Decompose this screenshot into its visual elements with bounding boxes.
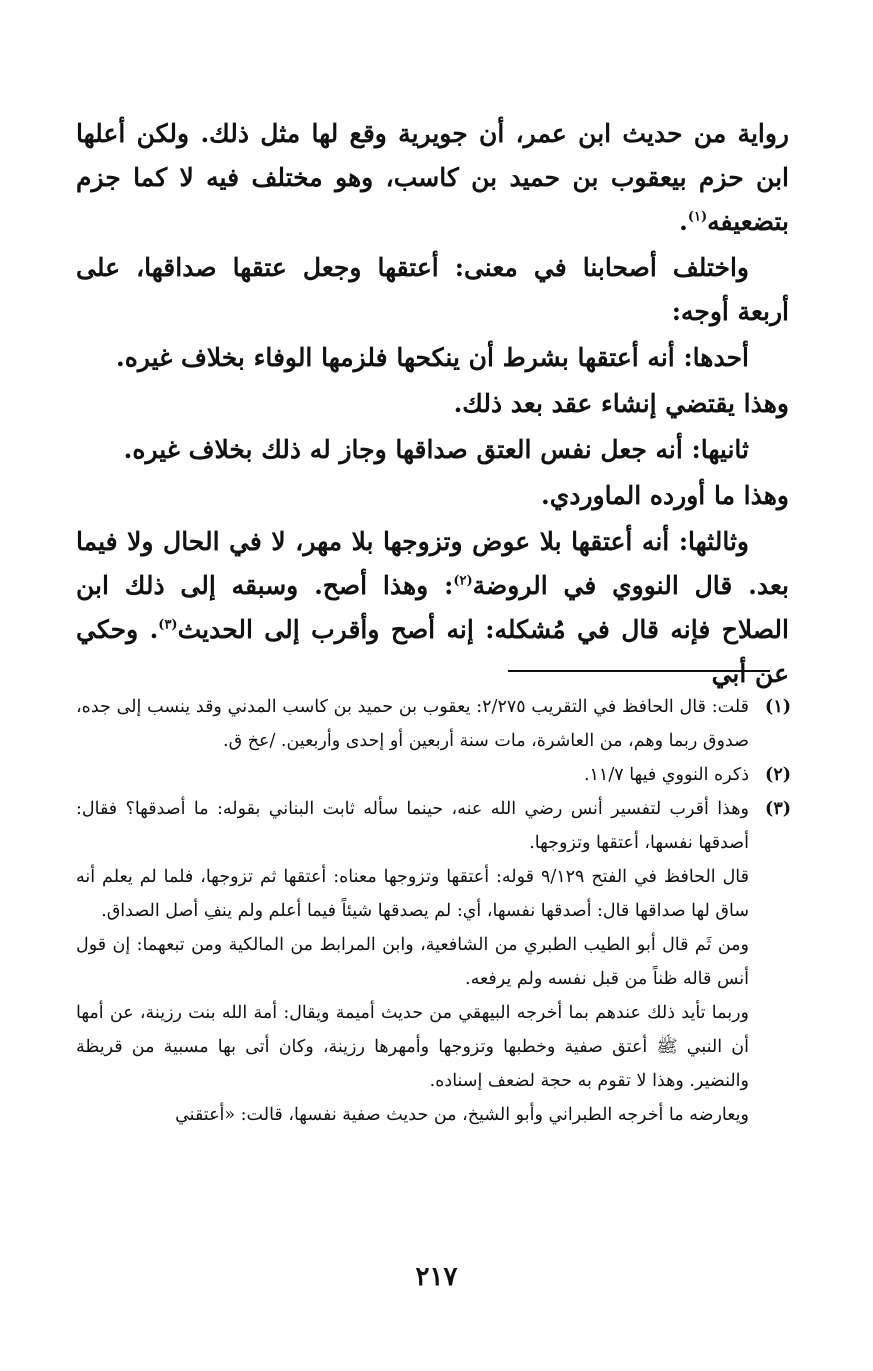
page-number: ٢١٧ [415,1262,458,1292]
footnote-ref-2: (٢) [453,573,473,589]
footnote-3-text: وهذا أقرب لتفسير أنس رضي الله عنه، حينما سأله ثابت البناني بقوله: ما أصدقها؟ فقال: أصدقها نفسها، أعتقها وتزوجها. [76,799,749,853]
footnote-1-number: (١) [765,697,791,717]
footnote-2-text: ذكره النووي فيها ١١/٧. [583,765,749,785]
footnote-3 [76,792,791,860]
footnote-3-paragraph-2: قال الحافظ في الفتح ٩/١٢٩ قوله: أعتقها وتزوجها معناه: أعتقها ثم تزوجها، فلما لم يعلم أنه ساق لها صداقها قال: أصدقها نفسها، أي: لم يصدقها شيئاً فيما أعلم ولم ينفِ أصل الصداق. [76,867,749,921]
opinion-3-text-a: أنه أعتقها بلا عوض وتزوجها بلا مهر، لا في الحال ولا فيما بعد. قال النووي في الروضة [76,527,790,600]
footnote-ref-3: (٣) [158,617,178,633]
footnote-separator [508,670,770,672]
opinion-3-text-c: . وحكي عن أبي [76,615,789,688]
opinion-1-text: أنه أعتقها بشرط أن ينكحها فلزمها الوفاء بخلاف غيره. [116,343,684,372]
opinion-1 [76,336,789,380]
opinion-3-label: وثالثها: [678,527,749,556]
paragraph-1-text: رواية من حديث ابن عمر، أن جويرية وقع لها مثل ذلك. ولكن أعلها ابن حزم بيعقوب بن حميد بن كاسب، وهو مختلف فيه لا كما جزم بتضعيفه [76,119,789,236]
footnote-3-paragraph-5: ويعارضه ما أخرجه الطبراني وأبو الشيخ، من حديث صفية نفسها، قالت: «أعتقني [175,1105,749,1125]
paragraph-1-end: . [679,207,688,236]
opinion-2 [76,428,789,472]
paragraph-6: وهذا ما أورده الماوردي. [541,481,789,510]
opinion-1-label: أحدها: [683,343,749,372]
footnote-ref-1: (١) [687,209,708,225]
paragraph-4: وهذا يقتضي إنشاء عقد بعد ذلك. [453,389,789,418]
paragraph-2: واختلف أصحابنا في معنى: أعتقها وجعل عتقها صداقها، على أربعة أوجه: [76,253,789,326]
opinion-2-text: أنه جعل نفس العتق صداقها وجاز له ذلك بخلاف غيره. [123,435,692,464]
footnote-2-number: (٢) [765,765,791,785]
footnote-1 [76,690,791,758]
opinion-2-label: ثانيها: [691,435,749,464]
footnotes [76,690,791,1132]
footnote-1-text: قلت: قال الحافظ في التقريب ٢/٢٧٥: يعقوب بن حميد بن كاسب المدني وقد ينسب إلى جده، صدوق ربما وهم، من العاشرة، مات سنة أربعين أو إحدى وأربعين. /عخ ق. [76,697,749,751]
footnote-2 [76,758,791,792]
opinion-3-text-b: : وهذا أصح. وسبقه إلى ذلك ابن الصلاح فإنه قال في مُشكله: إنه أصح وأقرب إلى الحديث [76,571,789,644]
paragraph-1 [76,112,789,244]
footnote-3-paragraph-3: ومن ثَم قال أبو الطيب الطبري من الشافعية، وابن المرابط من المالكية ومن تبعهما: إن قول أنس قاله ظناً من قبل نفسه ولم يرفعه. [76,935,749,989]
footnote-3-paragraph-4: وربما تأيد ذلك عندهم بما أخرجه البيهقي من حديث أميمة ويقال: أمة الله بنت رزينة، عن أمها أن النبي ﷺ أعتق صفية وخطبها وتزوجها وأمهرها رزينة، وكان أتى بها مسبية من قريظة والنضير. وهذا لا تقوم به حجة لضعف إسناده. [76,1003,749,1091]
footnote-3-number: (٣) [765,799,791,819]
main-text [76,112,789,698]
